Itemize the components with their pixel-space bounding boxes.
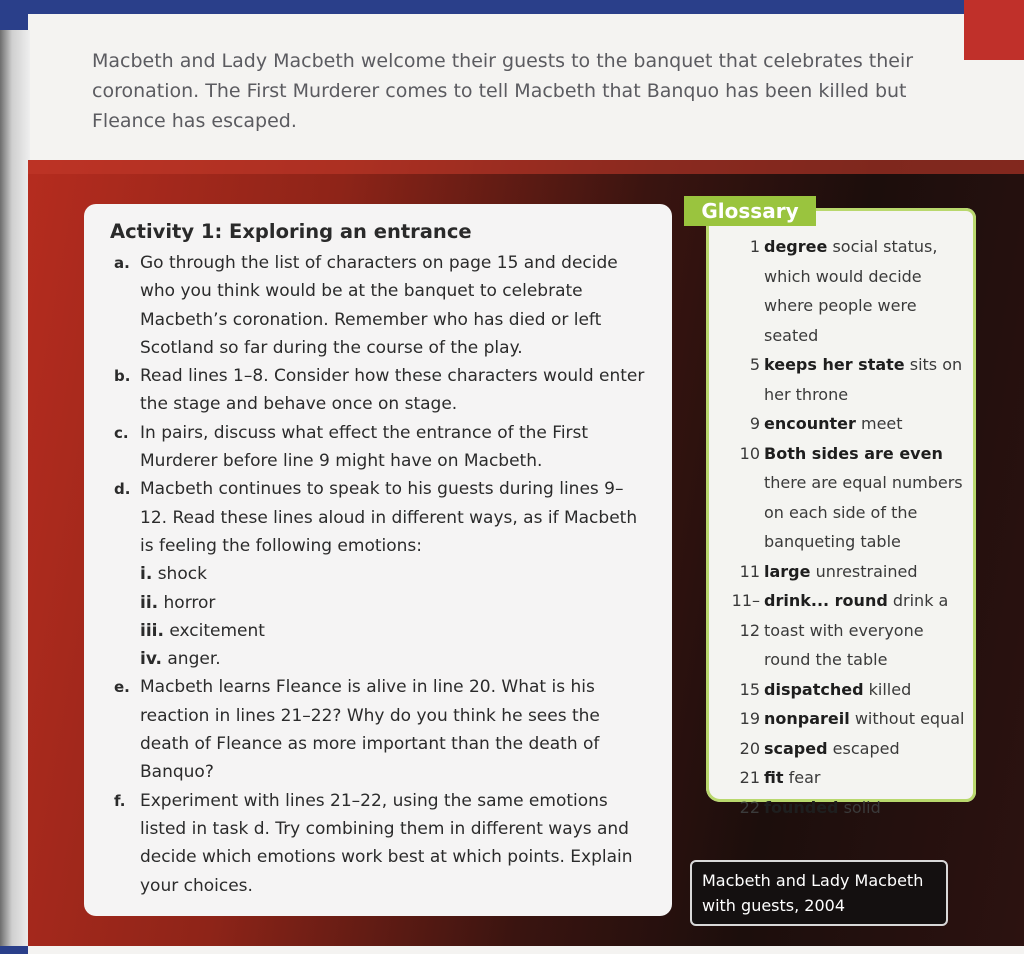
task-letter: a.: [114, 254, 130, 272]
glossary-item: [718, 409, 966, 439]
emotion-item: [140, 645, 648, 673]
task-letter: c.: [114, 423, 129, 442]
emotion-num: iii.: [140, 620, 164, 641]
activity-box: [84, 204, 672, 916]
task-item: [110, 673, 648, 786]
glossary-line: 21: [739, 768, 760, 787]
glossary-def: drink a toast with everyone round the table: [764, 591, 949, 669]
glossary-line: 5: [749, 355, 760, 374]
glossary-term: degree: [764, 237, 828, 256]
emotion-text: excitement: [169, 620, 265, 641]
glossary-line: 10: [739, 443, 760, 463]
task-list: [110, 249, 648, 900]
glossary-def: escaped: [832, 738, 900, 758]
glossary-item: [718, 232, 966, 350]
glossary-term: dispatched: [764, 679, 864, 699]
glossary-term: drink... round: [764, 591, 888, 610]
task-letter: f.: [114, 791, 126, 810]
glossary-def: there are equal numbers on each side of the banqueting table: [764, 473, 963, 551]
glossary-line: 11–12: [731, 591, 760, 640]
glossary-def: meet: [860, 414, 903, 433]
glossary-line: 1: [749, 237, 760, 256]
emotion-text: anger.: [167, 649, 221, 670]
glossary-def: sits on her throne: [764, 355, 963, 404]
task-item: [110, 249, 648, 362]
glossary-line: 22: [739, 797, 760, 817]
glossary-item: [718, 704, 966, 734]
emotion-item: [140, 589, 648, 617]
task-text: Read lines 1–8. Consider how these characters would enter the stage and behave once on stage.: [140, 366, 645, 415]
glossary-def: social status, which would decide where people were seated: [764, 237, 938, 345]
emotion-item: [140, 617, 648, 645]
glossary-term: encounter: [764, 414, 856, 433]
task-letter: b.: [114, 367, 131, 386]
glossary-item: [718, 675, 966, 705]
glossary-def: fear: [788, 768, 821, 787]
task-letter: e.: [114, 678, 130, 697]
glossary-term: fit: [764, 768, 784, 787]
task-text: Experiment with lines 21–22, using the same emotions listed in task d. Try combining them in different ways and decide which emotions work best at which points. Explain your choices.: [140, 790, 633, 896]
cover-corner: [964, 0, 1024, 60]
glossary-item: [718, 439, 966, 557]
glossary-item: [718, 586, 966, 675]
emotion-num: ii.: [140, 592, 159, 613]
emotion-num: iv.: [140, 649, 162, 670]
emotion-item: [140, 560, 648, 588]
glossary-term: large: [764, 561, 811, 581]
glossary-item: [718, 734, 966, 764]
emotion-text: horror: [163, 592, 216, 613]
task-text: Macbeth continues to speak to his guests during lines 9–12. Read these lines aloud in different ways, as if Macbeth is feeling the following emotions:: [140, 479, 638, 556]
book-spine: [0, 30, 30, 946]
task-item: [110, 475, 648, 673]
glossary-def: without equal: [854, 709, 965, 728]
glossary-term: keeps her state: [764, 355, 905, 374]
emotion-num: i.: [140, 564, 153, 585]
glossary-line: 9: [749, 414, 760, 433]
glossary-item: [718, 557, 966, 587]
task-text: Macbeth learns Fleance is alive in line 20. What is his reaction in lines 21–22? Why do you think he sees the death of Fleance as more important than the death of Banquo?: [140, 677, 600, 783]
glossary-term: scaped: [764, 738, 828, 758]
glossary-def: killed: [868, 679, 912, 699]
task-text: In pairs, discuss what effect the entrance of the First Murderer before line 9 might have on Macbeth.: [140, 422, 589, 472]
intro-text: Macbeth and Lady Macbeth welcome their guests to the banquet that celebrates their coronation. The First Murderer comes to tell Macbeth that Banquo has been killed but Fleance has escaped.: [92, 50, 914, 132]
glossary-term: founded: [764, 797, 839, 817]
task-item: [110, 419, 648, 476]
emotion-text: shock: [157, 564, 207, 585]
glossary-item: [718, 763, 966, 793]
activity-title: Activity 1: Exploring an entrance: [110, 220, 472, 243]
glossary-def: solid: [843, 797, 881, 817]
glossary-title: Glossary: [684, 196, 816, 226]
task-item: [110, 787, 648, 900]
glossary-box: [706, 208, 976, 817]
glossary-term: nonpareil: [764, 709, 850, 728]
glossary-term: Both sides are even: [764, 443, 943, 463]
task-letter: d.: [114, 480, 131, 499]
glossary-item: [718, 350, 966, 409]
glossary-def: unrestrained: [815, 561, 918, 581]
glossary-line: 20: [739, 738, 760, 758]
photo-caption: Macbeth and Lady Macbeth with guests, 2004: [690, 860, 948, 926]
glossary-line: 11: [739, 561, 760, 581]
glossary-item: [718, 793, 966, 823]
task-item: [110, 362, 648, 419]
glossary-line: 15: [739, 679, 760, 699]
emotion-list: [140, 560, 648, 673]
task-text: Go through the list of characters on page 15 and decide who you think would be at the banquet to celebrate Macbeth’s coronation. Remember who has died or left Scotland so far during the course of the play.: [140, 253, 618, 358]
glossary-line: 19: [739, 709, 760, 728]
